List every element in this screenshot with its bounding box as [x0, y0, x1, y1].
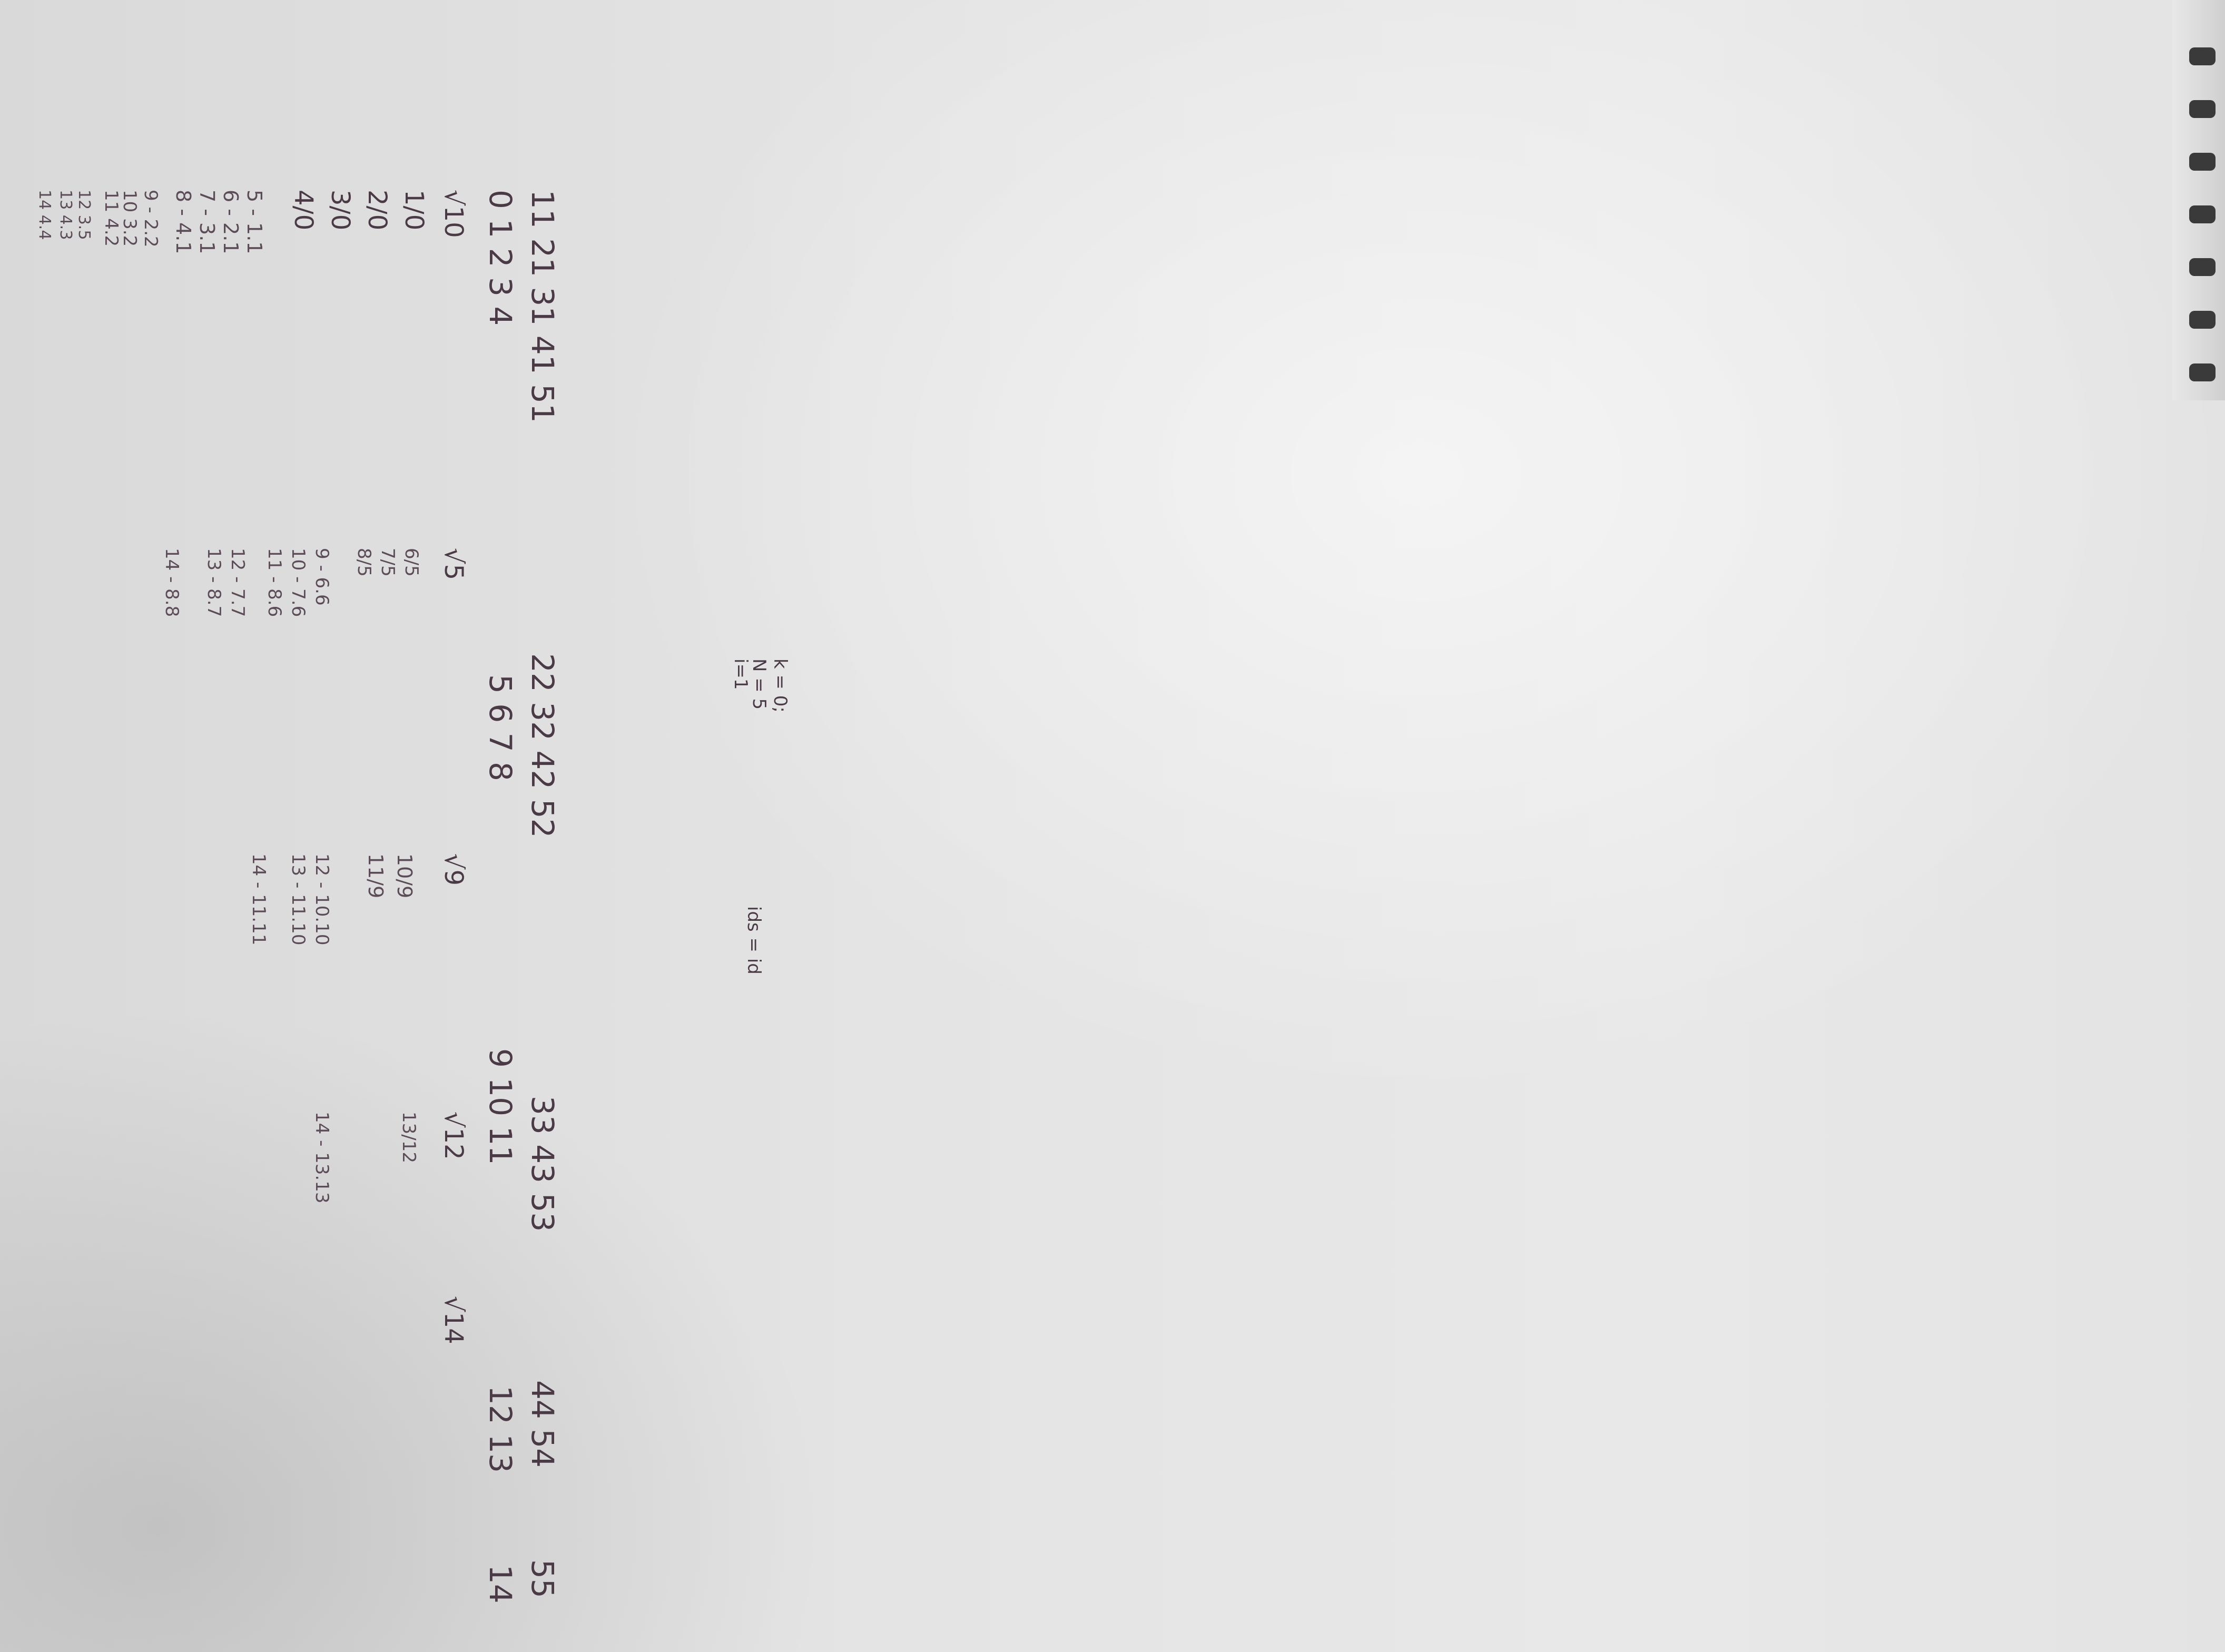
block1-pair: 7 - 3.1: [195, 190, 219, 254]
top-row-group-2: 22 32 42 52: [525, 653, 560, 838]
block3-frac: 10/9: [393, 853, 416, 899]
block1-pair: 5 - 1.1: [243, 190, 266, 254]
index-row-group-5: 14: [483, 1565, 518, 1604]
top-row-group-5: 55: [525, 1559, 560, 1598]
block1-frac: 3/0: [326, 190, 355, 231]
top-row-group-4: 44 54: [525, 1380, 560, 1468]
index-row-group-1: 0 1 2 3 4: [483, 190, 518, 326]
block4-frac: 13/12: [398, 1112, 419, 1163]
block2-pair: 11 - 8.6: [264, 548, 285, 617]
block1-frac: 1/0: [399, 190, 429, 231]
index-row-group-4: 12 13: [483, 1385, 518, 1473]
sqrt-4: √12: [439, 1112, 468, 1160]
block1-pair: 10 3.2: [119, 190, 140, 247]
block-1: [35, 190, 429, 254]
block1-pair: 11 4.2: [101, 190, 122, 247]
block2-frac: 7/5: [377, 548, 398, 577]
index-row-group-3: 9 10 11: [483, 1048, 518, 1165]
block3-pair: 12 - 10.10: [311, 853, 332, 946]
block2-pair: 12 - 7.7: [227, 548, 248, 617]
block-4: [311, 1112, 419, 1203]
block1-frac: 2/0: [362, 190, 392, 231]
sqrt-row: [439, 190, 468, 1344]
top-row-group-3: 33 43 53: [525, 1096, 560, 1232]
block2-pair: 13 - 8.7: [203, 548, 224, 617]
block3-pair: 13 - 11.10: [288, 853, 309, 946]
block4-pair: 14 - 13.13: [311, 1112, 332, 1204]
header-line4: ids = id: [743, 906, 764, 975]
block1-pair: 9 - 2.2: [140, 190, 161, 248]
block2-pair: 10 - 7.6: [288, 548, 309, 617]
sqrt-5: √14: [439, 1296, 468, 1344]
sqrt-1: √10: [439, 190, 468, 238]
index-row-group-2: 5 6 7 8: [483, 674, 518, 781]
top-row-group-1: 11 21 31 41 51: [525, 190, 560, 423]
block-2: [161, 548, 422, 617]
sqrt-3: √9: [439, 853, 468, 886]
block1-pair: 6 - 2.1: [219, 190, 242, 254]
block-3: [248, 853, 416, 945]
block2-pair: 9 - 6.6: [311, 548, 332, 606]
block2-frac: 8/5: [353, 548, 375, 577]
header-line1: k = 0;: [770, 658, 791, 713]
top-row: [525, 190, 560, 1598]
header-notes: [730, 658, 791, 975]
block3-pair: 14 - 11.11: [248, 853, 269, 946]
block3-frac: 11/9: [364, 853, 387, 899]
block1-pair: 14 4.4: [35, 190, 54, 240]
header-line2: N = 5: [749, 658, 770, 710]
block2-frac: 6/5: [401, 548, 422, 577]
header-line3: i=1: [730, 658, 751, 690]
block1-pair: 8 - 4.1: [172, 190, 195, 254]
block1-frac: 4/0: [289, 190, 318, 231]
block1-pair: 12 3.5: [75, 190, 93, 240]
index-row: [483, 190, 518, 1604]
sqrt-2: √5: [439, 548, 468, 581]
block2-pair: 14 - 8.8: [161, 548, 182, 617]
block1-pair: 13 4.3: [56, 190, 75, 240]
